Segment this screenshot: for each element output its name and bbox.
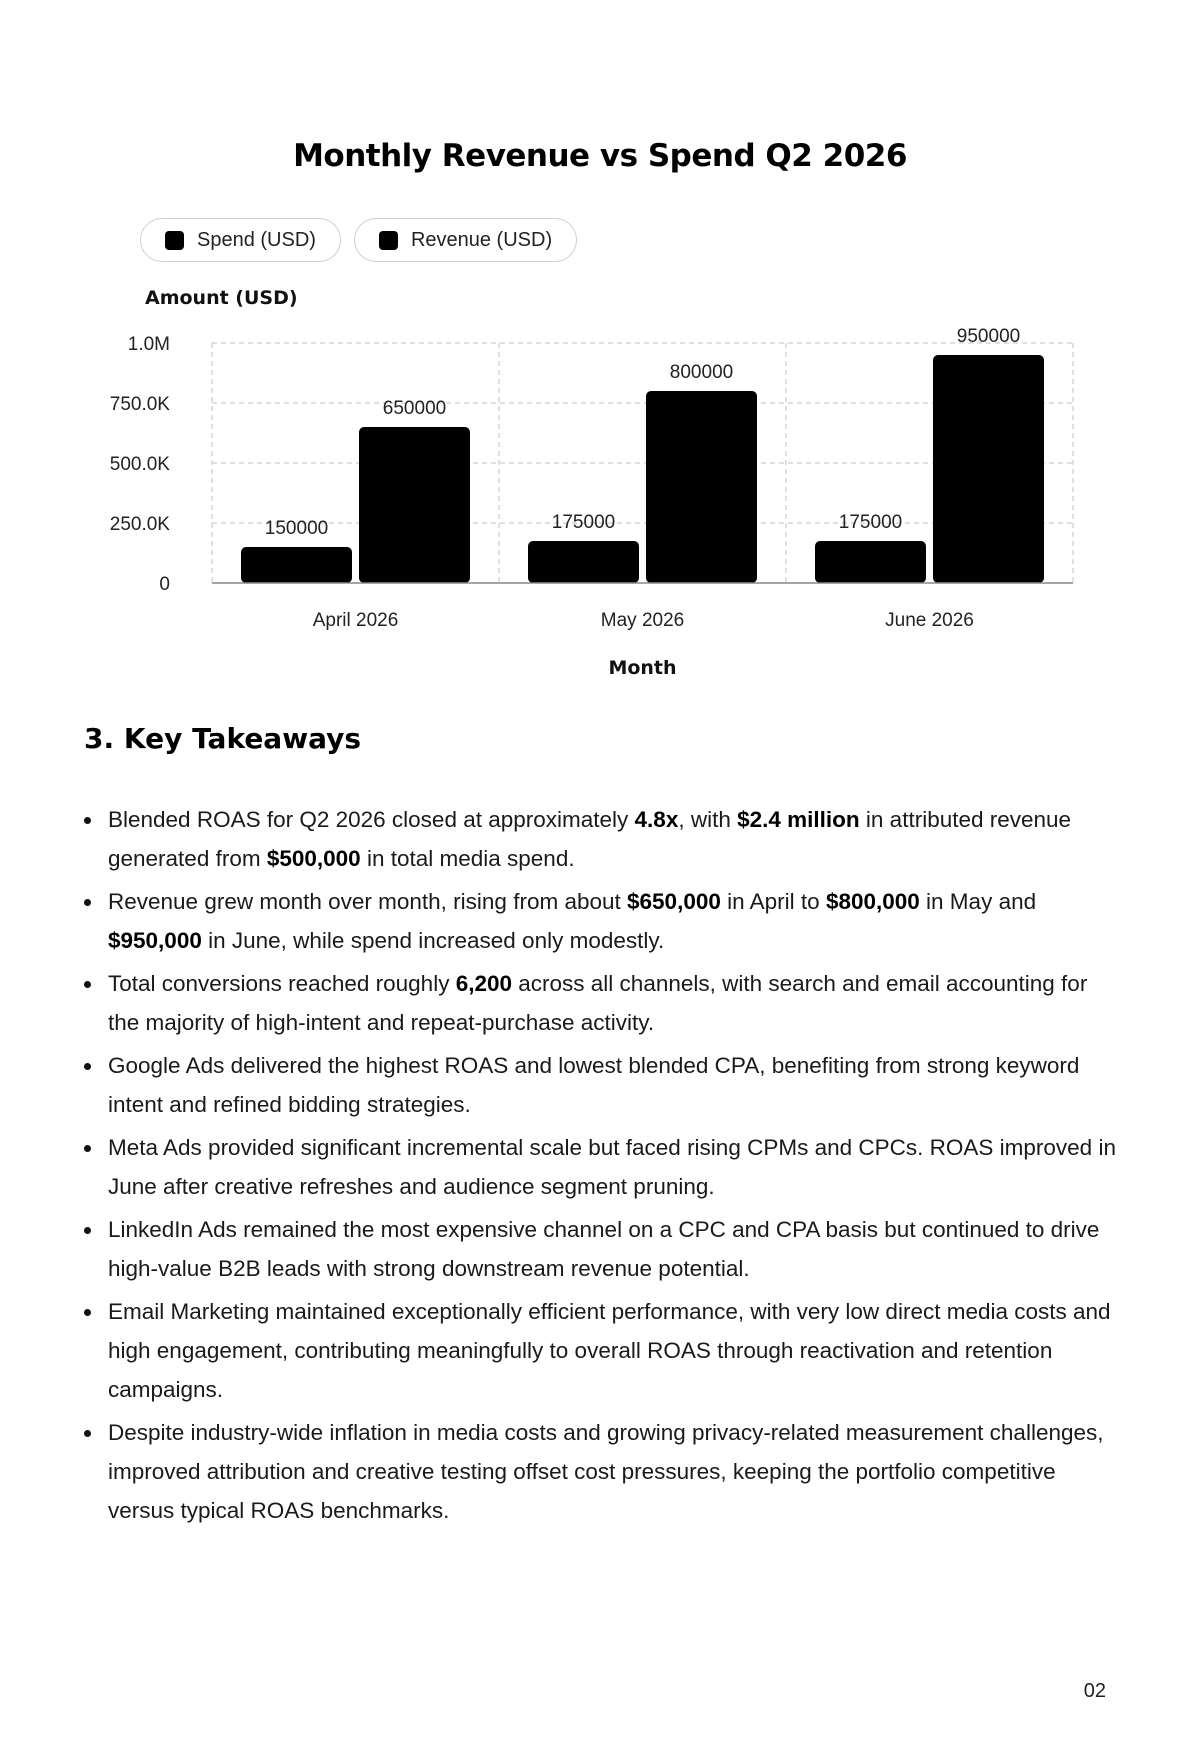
emphasis-text: $2.4 million — [737, 807, 860, 832]
list-item — [84, 1046, 1119, 1124]
page-number: 02 — [1083, 1680, 1106, 1702]
bar-revenue — [933, 355, 1044, 583]
list-text: Revenue grew month over month, rising from about — [108, 889, 628, 914]
legend-swatch-revenue — [379, 231, 398, 250]
list-text: in June, while spend increased only modestly. — [201, 928, 665, 953]
legend-label-revenue: Revenue (USD) — [410, 228, 553, 251]
list-item — [84, 1413, 1119, 1530]
emphasis-text: 6,200 — [455, 971, 513, 996]
data-label: 950000 — [956, 326, 1021, 347]
list-text: in total media spend. — [360, 846, 575, 871]
bar-spend — [528, 541, 639, 583]
y-axis-title: Amount (USD) — [145, 287, 298, 309]
bar-chart — [0, 270, 1200, 690]
bar-spend — [241, 547, 352, 583]
x-tick-label: May 2026 — [600, 610, 685, 631]
list-item — [84, 882, 1119, 960]
list-text: , with — [678, 807, 738, 832]
legend-item-spend[interactable] — [140, 218, 341, 262]
list-item — [84, 1292, 1119, 1409]
x-tick-label: April 2026 — [312, 610, 399, 631]
legend-swatch-spend — [165, 231, 184, 250]
x-axis-title: Month — [608, 657, 677, 679]
list-item — [84, 800, 1119, 878]
data-label: 650000 — [382, 398, 447, 419]
emphasis-text: $950,000 — [108, 928, 202, 953]
y-tick-label: 750.0K — [109, 394, 170, 415]
y-tick-label: 1.0M — [127, 334, 170, 355]
data-label: 800000 — [669, 362, 734, 383]
emphasis-text: $500,000 — [266, 846, 361, 871]
list-item — [84, 1210, 1119, 1288]
list-text: Google Ads delivered the highest ROAS and lowest blended CPA, benefiting from strong keyword intent and refined bidding strategies. — [108, 1053, 1080, 1117]
chart-title: Monthly Revenue vs Spend Q2 2026 — [293, 138, 907, 174]
data-label: 175000 — [838, 512, 903, 533]
takeaways-list — [84, 800, 1119, 1534]
list-text: Email Marketing maintained exceptionally efficient performance, with very low direct media costs and high engagement, contributing meaningfully to overall ROAS through reactivation and retention campaigns. — [108, 1299, 1111, 1402]
data-label: 150000 — [264, 518, 329, 539]
emphasis-text: $800,000 — [825, 889, 920, 914]
x-tick-label: June 2026 — [885, 610, 974, 631]
list-text: Total conversions reached roughly — [108, 971, 456, 996]
list-text: LinkedIn Ads remained the most expensive channel on a CPC and CPA basis but continued to drive high-value B2B leads with strong downstream revenue potential. — [108, 1217, 1100, 1281]
data-label: 175000 — [551, 512, 616, 533]
legend-label-spend: Spend (USD) — [197, 228, 316, 251]
legend-item-revenue[interactable] — [354, 218, 577, 262]
emphasis-text: $650,000 — [627, 889, 721, 914]
list-text: in April to — [720, 889, 826, 914]
bar-spend — [815, 541, 926, 583]
y-tick-label: 0 — [159, 574, 170, 595]
chart-legend — [140, 218, 577, 262]
emphasis-text: 4.8x — [634, 807, 679, 832]
section-heading: 3. Key Takeaways — [84, 722, 362, 755]
bar-revenue — [359, 427, 470, 583]
list-text: across all channels, with search and email accounting for the majority of high-intent and repeat-purchase activity. — [108, 971, 1088, 1035]
list-text: in attributed revenue generated from — [108, 807, 1072, 871]
list-text: in May and — [919, 889, 1037, 914]
bar-revenue — [646, 391, 757, 583]
y-tick-label: 250.0K — [109, 514, 170, 535]
list-text: Despite industry-wide inflation in media costs and growing privacy-related measurement challenges, improved attribution and creative testing offset cost pressures, keeping the portfolio competitive versus typical ROAS benchmarks. — [108, 1420, 1104, 1523]
list-item — [84, 964, 1119, 1042]
y-tick-label: 500.0K — [109, 454, 170, 475]
list-text: Meta Ads provided significant incremental scale but faced rising CPMs and CPCs. ROAS improved in June after creative refreshes and audience segment pruning. — [108, 1135, 1116, 1199]
list-text: Blended ROAS for Q2 2026 closed at approximately — [108, 807, 635, 832]
list-item — [84, 1128, 1119, 1206]
